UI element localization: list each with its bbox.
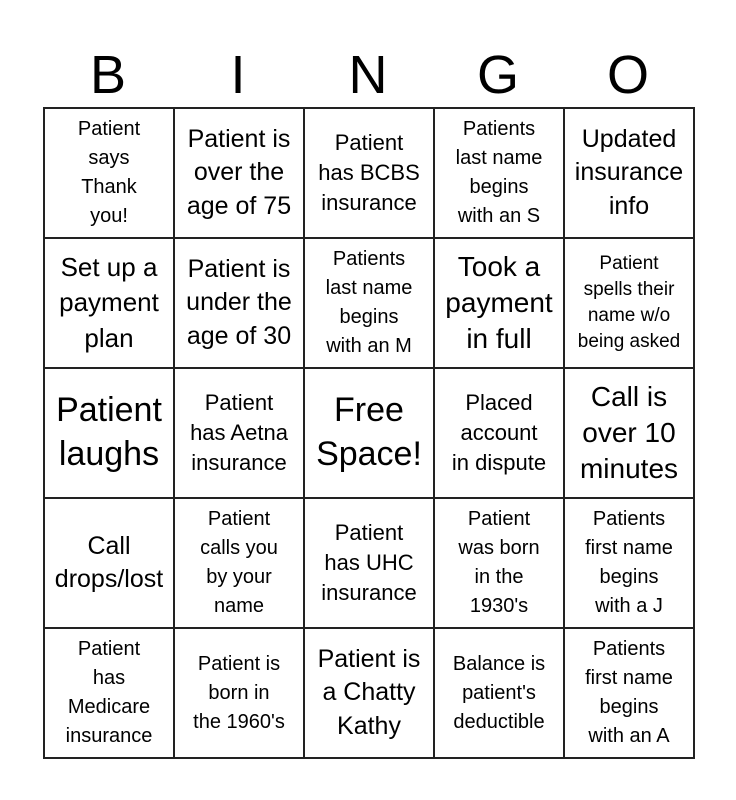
- bingo-cell[interactable]: Patient is a Chatty Kathy: [303, 627, 433, 757]
- bingo-cell[interactable]: Call drops/lost: [43, 497, 173, 627]
- header-letter-i: I: [230, 45, 246, 105]
- bingo-card-grid: [43, 107, 695, 759]
- bingo-cell[interactable]: Set up a payment plan: [43, 237, 173, 367]
- bingo-cell[interactable]: Call is over 10 minutes: [563, 367, 693, 497]
- bingo-cell[interactable]: Patients first name begins with a J: [563, 497, 693, 627]
- bingo-cell[interactable]: Patient is over the age of 75: [173, 107, 303, 237]
- bingo-cell[interactable]: Patients last name begins with an M: [303, 237, 433, 367]
- bingo-cell[interactable]: Patient has Medicare insurance: [43, 627, 173, 757]
- bingo-cell[interactable]: Patient laughs: [43, 367, 173, 497]
- bingo-cell[interactable]: Patient was born in the 1930's: [433, 497, 563, 627]
- bingo-cell[interactable]: Patient calls you by your name: [173, 497, 303, 627]
- header-letter-b: B: [89, 45, 127, 105]
- bingo-cell[interactable]: Took a payment in full: [433, 237, 563, 367]
- header-letter-g: G: [476, 45, 519, 105]
- bingo-cell[interactable]: Updated insurance info: [563, 107, 693, 237]
- bingo-header: [43, 42, 693, 108]
- bingo-cell[interactable]: Patient spells their name w/o being asked: [563, 237, 693, 367]
- bingo-cell[interactable]: Placed account in dispute: [433, 367, 563, 497]
- bingo-cell[interactable]: Patients last name begins with an S: [433, 107, 563, 237]
- bingo-cell[interactable]: Patient says Thank you!: [43, 107, 173, 237]
- bingo-cell[interactable]: Patient has UHC insurance: [303, 497, 433, 627]
- free-space-cell[interactable]: Free Space!: [303, 367, 433, 497]
- bingo-cell[interactable]: Balance is patient's deductible: [433, 627, 563, 757]
- header-letter-o: O: [606, 45, 649, 105]
- bingo-cell[interactable]: Patient is born in the 1960's: [173, 627, 303, 757]
- bingo-cell[interactable]: Patient has Aetna insurance: [173, 367, 303, 497]
- bingo-cell[interactable]: Patient has BCBS insurance: [303, 107, 433, 237]
- bingo-cell[interactable]: Patient is under the age of 30: [173, 237, 303, 367]
- bingo-cell[interactable]: Patients first name begins with an A: [563, 627, 693, 757]
- header-letter-n: N: [348, 45, 388, 105]
